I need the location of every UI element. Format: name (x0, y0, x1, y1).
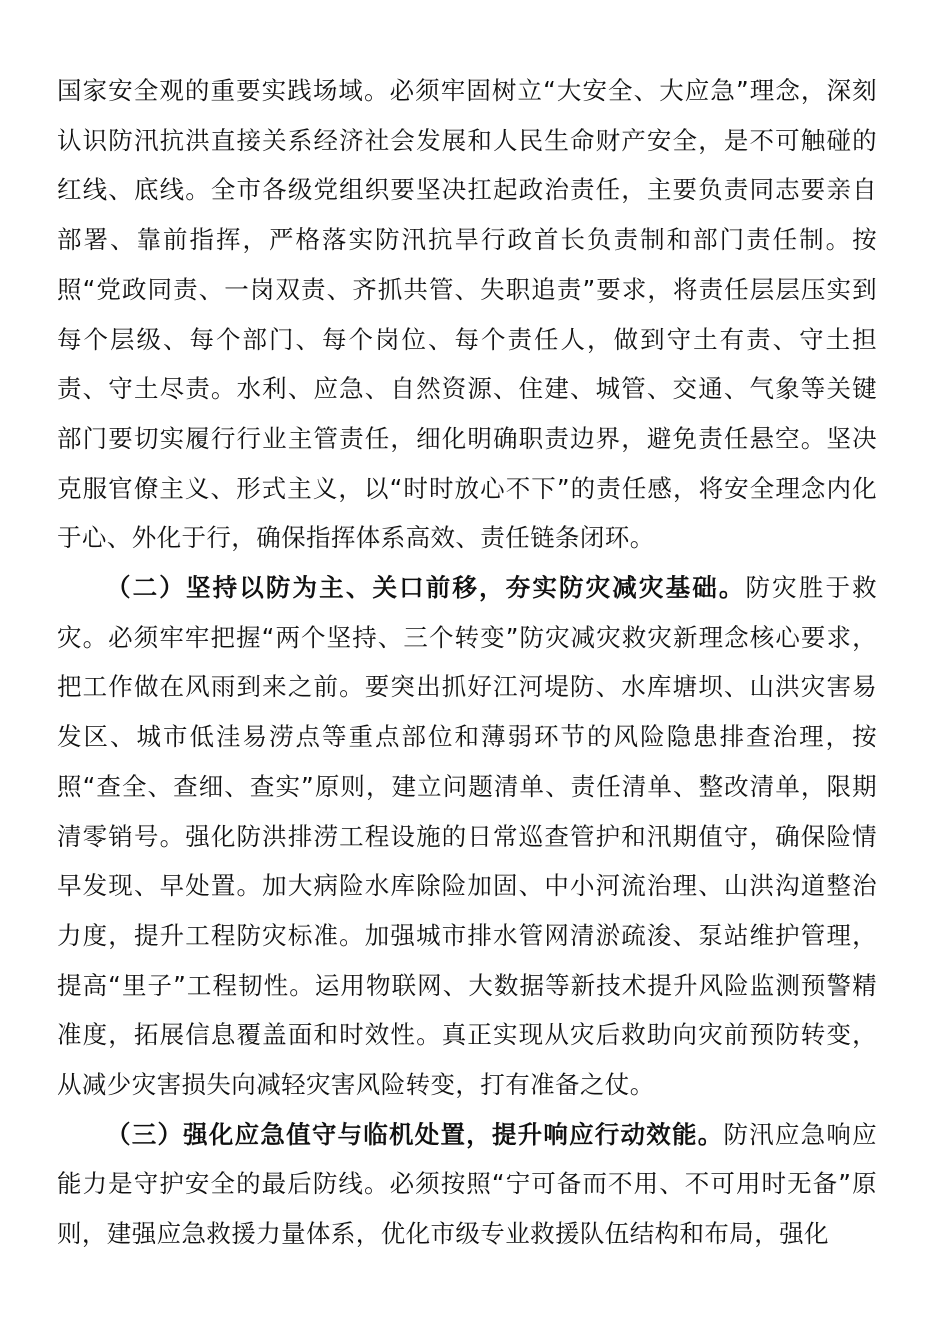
paragraph-continuation (57, 66, 877, 563)
section-heading: （二）坚持以防为主、关口前移，夯实防灾减灾基础。 (106, 573, 746, 603)
paragraph-text: 防灾胜于救灾。必须牢牢把握“两个坚持、三个转变”防灾减灾救灾新理念核心要求，把工作做在风雨到来之前。要突出抓好江河堤防、水库塘坝、山洪灾害易发区、城市低洼易涝点等重点部位和薄弱环节的风险隐患排查治理，按照“查全、查细、查实”原则，建立问题清单、责任清单、整改清单，限期清零销号。强化防洪排涝工程设施的日常巡查管护和汛期值守，确保险情早发现、早处置。加大病险水库除险加固、中小河流治理、山洪沟道整治力度，提升工程防灾标准。加强城市排水管网清淤疏浚、泵站维护管理，提高“里子”工程韧性。运用物联网、大数据等新技术提升风险监测预警精准度，拓展信息覆盖面和时效性。真正实现从灾后救助向灾前预防转变，从减少灾害损失向减轻灾害风险转变，打有准备之仗。 (57, 573, 877, 1100)
document-body (57, 66, 877, 1259)
paragraph-section-2 (57, 563, 877, 1110)
section-heading: （三）强化应急值守与临机处置，提升响应行动效能。 (106, 1119, 724, 1149)
paragraph-text: 国家安全观的重要实践场域。必须牢固树立“大安全、大应急”理念，深刻认识防汛抗洪直接关系经济社会发展和人民生命财产安全，是不可触碰的红线、底线。全市各级党组织要坚决扛起政治责任，主要负责同志要亲自部署、靠前指挥，严格落实防汛抗旱行政首长负责制和部门责任制。按照“党政同责、一岗双责、齐抓共管、失职追责”要求，将责任层层压实到每个层级、每个部门、每个岗位、每个责任人，做到守土有责、守土担责、守土尽责。水利、应急、自然资源、住建、城管、交通、气象等关键部门要切实履行行业主管责任，细化明确职责边界，避免责任悬空。坚决克服官僚主义、形式主义，以“时时放心不下”的责任感，将安全理念内化于心、外化于行，确保指挥体系高效、责任链条闭环。 (57, 76, 877, 553)
paragraph-text: 防汛应急响应能力是守护安全的最后防线。必须按照“宁可备而不用、不可用时无备”原则，建强应急救援力量体系，优化市级专业救援队伍结构和布局，强化 (57, 1119, 877, 1249)
paragraph-section-3 (57, 1110, 877, 1259)
